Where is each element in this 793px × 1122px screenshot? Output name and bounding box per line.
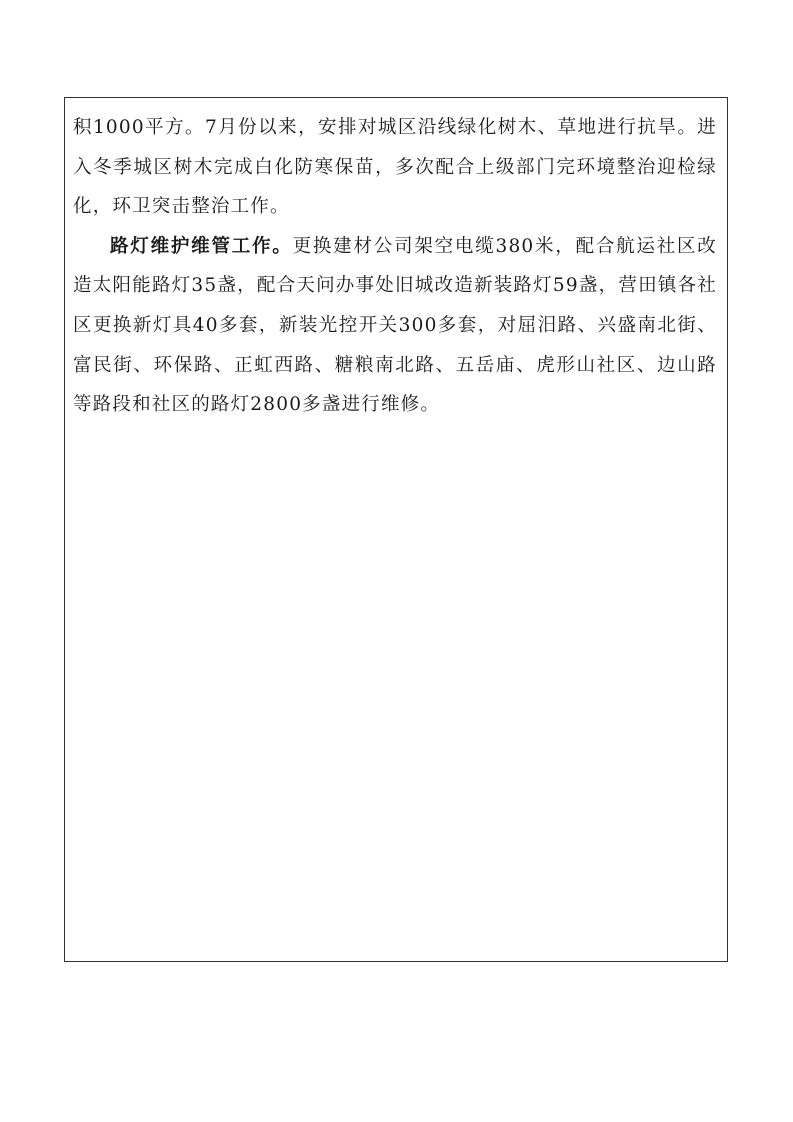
document-body	[73, 108, 717, 425]
paragraph-text: 更换建材公司架空电缆380米，配合航运社区改造太阳能路灯35盏，配合天问办事处旧城改造新装路灯59盏，营田镇各社区更换新灯具40多套，新装光控开关300多套，对屈汨路、兴盛南北街、富民街、环保路、正虹西路、糖粮南北路、五岳庙、虎形山社区、边山路等路段和社区的路灯2800多盏进行维修。	[73, 235, 717, 416]
content-frame	[64, 97, 728, 962]
paragraph-heading: 路灯维护维管工作。	[110, 235, 293, 257]
paragraph-text: 积1000平方。7月份以来，安排对城区沿线绿化树木、草地进行抗旱。进入冬季城区树木完成白化防寒保苗，多次配合上级部门完环境整治迎检绿化，环卫突击整治工作。	[73, 117, 717, 218]
paragraph-streetlights	[73, 227, 717, 425]
paragraph-greening	[73, 108, 717, 227]
